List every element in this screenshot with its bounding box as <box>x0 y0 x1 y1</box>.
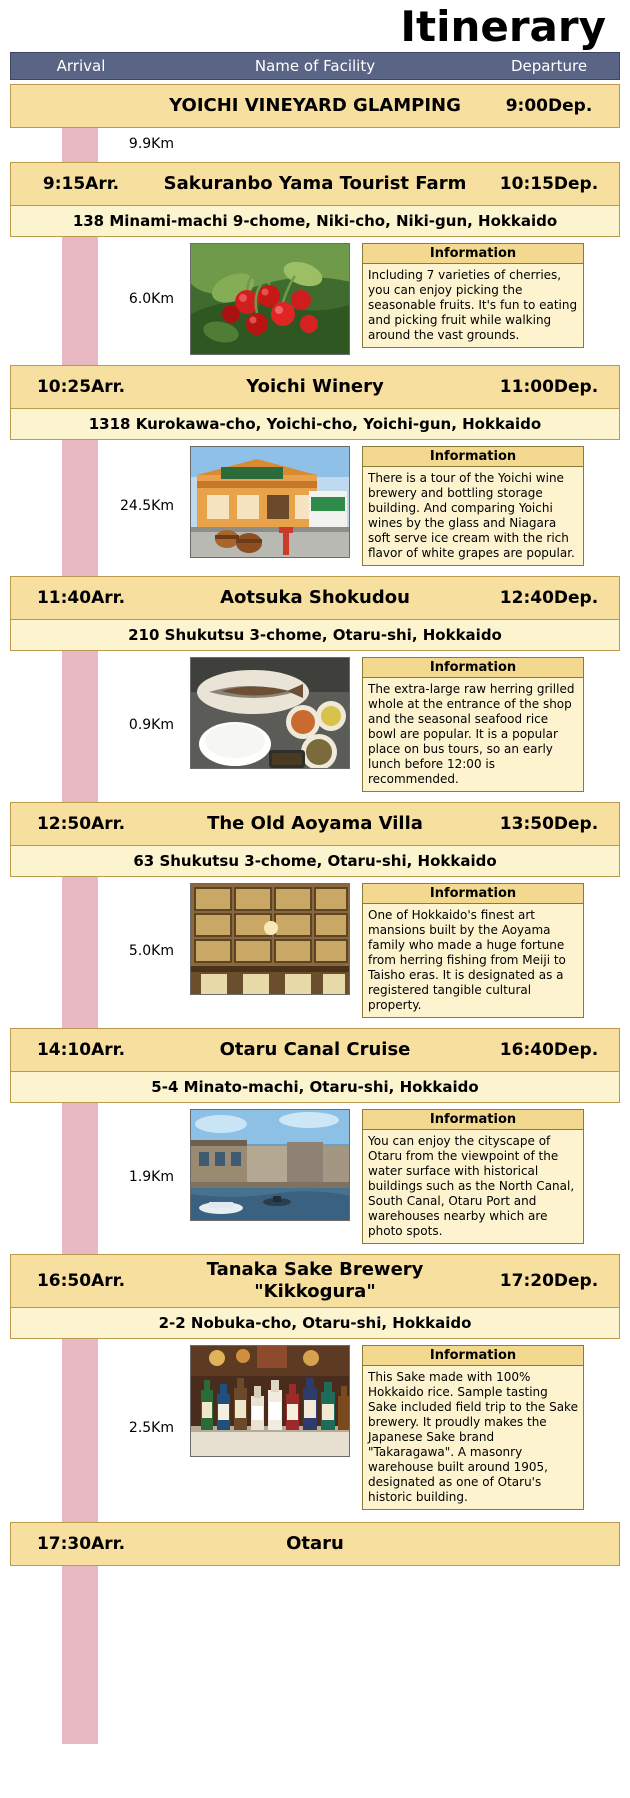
stop-name: YOICHI VINEYARD GLAMPING <box>169 95 461 116</box>
itinerary-stop <box>10 1522 620 1566</box>
itinerary-stop <box>10 1254 620 1339</box>
info-text: Including 7 varieties of cherries, you can enjoy picking the seasonable fruits. It's fun to eating and picking fruit while walking around the vast grounds. <box>368 268 578 342</box>
stop-departure: 17:20Dep. <box>499 1271 599 1291</box>
table-header <box>10 52 620 80</box>
info-title: Information <box>363 447 583 467</box>
grilled-fish-meal-photo <box>190 657 350 769</box>
stop-row <box>10 1254 620 1308</box>
info-text: You can enjoy the cityscape of Otaru from the viewpoint of the water surface with historical buildings such as the North Canal, South Canal, Otaru Port and warehouses nearby which are photo spots. <box>368 1134 575 1238</box>
travel-leg <box>10 440 620 572</box>
info-box <box>362 883 584 1018</box>
stop-departure: 16:40Dep. <box>499 1040 599 1060</box>
stop-row <box>10 365 620 409</box>
stop-name: Otaru Canal Cruise <box>219 1039 411 1060</box>
stop-address: 1318 Kurokawa-cho, Yoichi-cho, Yoichi-gun, Hokkaido <box>10 409 620 440</box>
header-facility: Name of Facility <box>254 57 376 75</box>
cherries-photo <box>190 243 350 355</box>
stop-departure <box>479 1523 619 1565</box>
stop-address: 63 Shukutsu 3-chome, Otaru-shi, Hokkaido <box>10 846 620 877</box>
stop-address: 138 Minami-machi 9-chome, Niki-cho, Niki-gun, Hokkaido <box>10 206 620 237</box>
stop-name: Tanaka Sake Brewery "Kikkogura" <box>206 1259 424 1302</box>
stop-arrival: 16:50Arr. <box>36 1271 126 1291</box>
travel-leg <box>10 128 620 158</box>
travel-leg <box>10 877 620 1024</box>
stop-departure: 13:50Dep. <box>499 814 599 834</box>
stop-name: Sakuranbo Yama Tourist Farm <box>163 173 467 194</box>
leg-distance: 5.0Km <box>128 942 174 959</box>
info-text: One of Hokkaido's finest art mansions built by the Aoyama family who made a huge fortune from herring fishing from Meiji to Taisho eras. It is designated as a registered tangible cultural property. <box>368 908 566 1012</box>
itinerary-stop <box>10 365 620 440</box>
stop-row <box>10 802 620 846</box>
info-box <box>362 243 584 348</box>
canal-boats-photo <box>190 1109 350 1221</box>
info-title: Information <box>363 1110 583 1130</box>
itinerary-stop <box>10 162 620 237</box>
stop-departure: 10:15Dep. <box>499 174 599 194</box>
stop-arrival: 10:25Arr. <box>36 377 126 397</box>
travel-leg <box>10 1103 620 1250</box>
stop-departure: 12:40Dep. <box>499 588 599 608</box>
stop-row <box>10 162 620 206</box>
stop-arrival: 12:50Arr. <box>36 814 126 834</box>
stop-name: Yoichi Winery <box>246 376 384 397</box>
page-title: Itinerary <box>400 2 606 51</box>
leg-distance: 6.0Km <box>128 291 174 307</box>
stop-address: 2-2 Nobuka-cho, Otaru-shi, Hokkaido <box>10 1308 620 1339</box>
itinerary-stop <box>10 1028 620 1103</box>
leg-distance: 0.9Km <box>128 716 174 733</box>
travel-leg <box>10 1339 620 1516</box>
info-title: Information <box>363 1346 583 1366</box>
info-box <box>362 657 584 792</box>
stop-row <box>10 84 620 128</box>
coffered-ceiling-photo <box>190 883 350 995</box>
itinerary-stop <box>10 576 620 651</box>
stop-departure: 9:00Dep. <box>505 96 593 116</box>
winery-building-photo <box>190 446 350 558</box>
info-title: Information <box>363 244 583 264</box>
stop-name: Otaru <box>286 1533 344 1554</box>
travel-leg <box>10 237 620 361</box>
stop-arrival: 17:30Arr. <box>36 1534 126 1554</box>
info-box <box>362 1345 584 1510</box>
stop-row <box>10 1028 620 1072</box>
leg-distance: 2.5Km <box>128 1419 174 1436</box>
leg-distance: 1.9Km <box>128 1168 174 1185</box>
info-title: Information <box>363 658 583 678</box>
info-title: Information <box>363 884 583 904</box>
header-departure: Departure <box>510 57 588 75</box>
sake-bottles-photo <box>190 1345 350 1457</box>
leg-distance: 24.5Km <box>120 498 174 514</box>
info-text: The extra-large raw herring grilled whole at the entrance of the shop and the seasonal seafood rice bowl are popular. It is a popular place on bus tours, so an early lunch before 12:00 is recommended. <box>368 682 575 786</box>
page-title-row <box>10 0 620 52</box>
leg-distance: 9.9Km <box>128 136 174 152</box>
stop-address: 5-4 Minato-machi, Otaru-shi, Hokkaido <box>10 1072 620 1103</box>
info-text: There is a tour of the Yoichi wine brewery and bottling storage building. And comparing Yoichi wines by the glass and Niagara soft serve ice cream with the rich flavor of white grapes are popular. <box>368 471 575 560</box>
stop-row <box>10 1522 620 1566</box>
stop-arrival: 9:15Arr. <box>42 174 120 194</box>
info-box <box>362 1109 584 1244</box>
stop-arrival <box>11 85 151 127</box>
itinerary-stop <box>10 802 620 877</box>
header-arrival: Arrival <box>56 57 106 75</box>
travel-leg <box>10 651 620 798</box>
stop-departure: 11:00Dep. <box>499 377 599 397</box>
stop-arrival: 11:40Arr. <box>36 588 126 608</box>
stop-row <box>10 576 620 620</box>
stop-name: Aotsuka Shokudou <box>220 587 410 608</box>
info-box <box>362 446 584 566</box>
stop-address: 210 Shukutsu 3-chome, Otaru-shi, Hokkaido <box>10 620 620 651</box>
info-text: This Sake made with 100% Hokkaido rice. Sample tasting Sake included field trip to the Sake brewery. It proudly makes the Japanese Sake brand "Takaragawa". A masonry warehouse built around 1905, designated as one of Otaru's historic building. <box>368 1370 578 1504</box>
stop-name: The Old Aoyama Villa <box>207 813 423 834</box>
itinerary-stop <box>10 84 620 128</box>
stop-arrival: 14:10Arr. <box>36 1040 126 1060</box>
